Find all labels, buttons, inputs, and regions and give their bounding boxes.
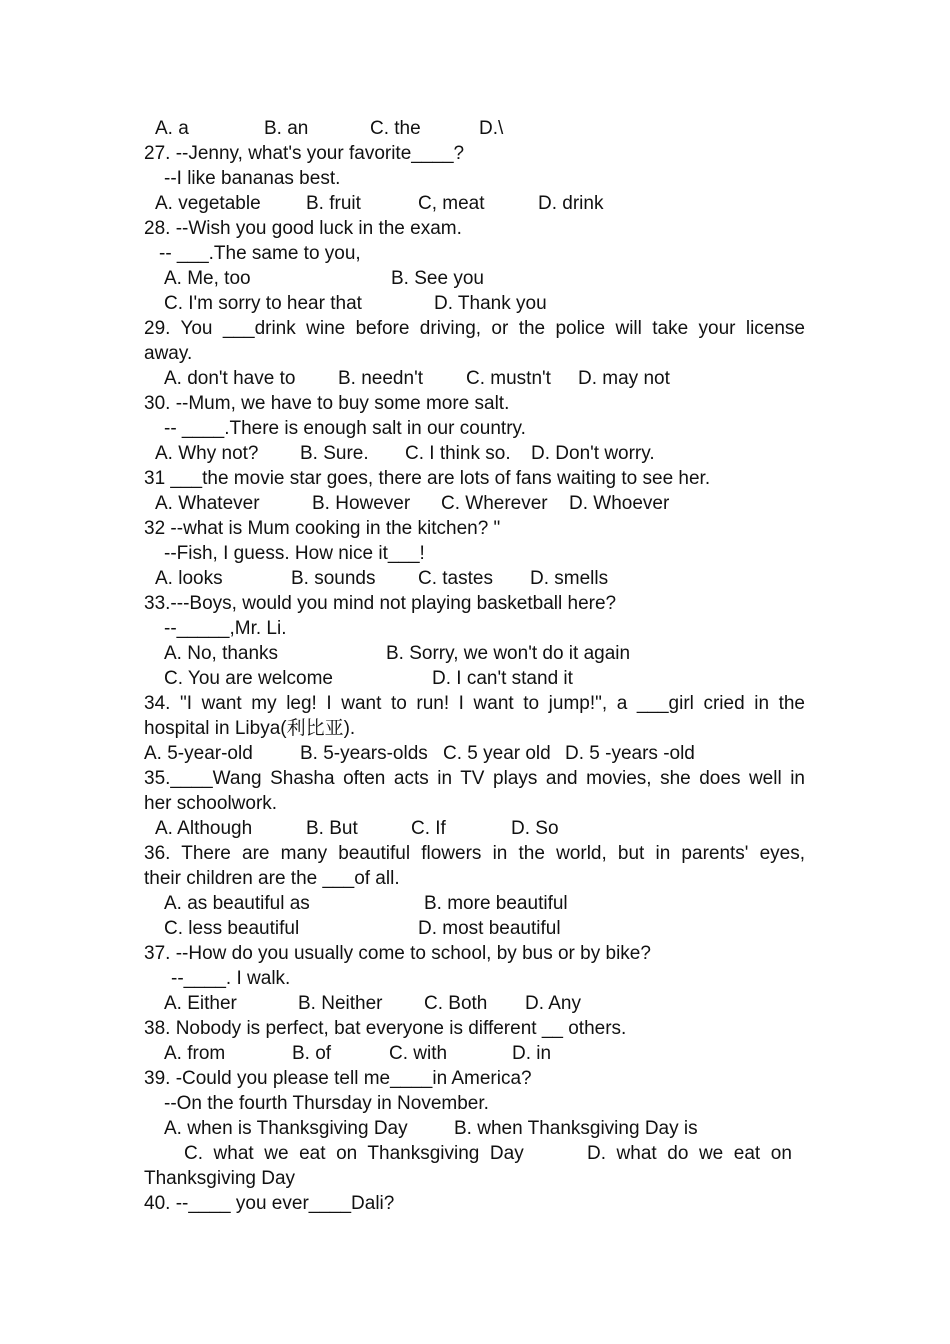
text-line: [0, 116, 950, 141]
text-line: [0, 1066, 950, 1091]
answer-option: C. tastes: [418, 568, 493, 589]
answer-option: B. 5-years-olds: [300, 743, 428, 764]
text-line: [0, 716, 950, 741]
question-text: 34. "I want my leg! I want to run! I want to jump!", a ___girl cried in the: [144, 693, 805, 714]
answer-option: D. most beautiful: [418, 918, 561, 939]
answer-option: B. fruit: [306, 193, 361, 214]
answer-option: B. Sure.: [300, 443, 369, 464]
text-line: [0, 941, 950, 966]
answer-option: D. what do we eat on: [587, 1143, 792, 1164]
answer-option: A. looks: [155, 568, 223, 589]
question-text: 30. --Mum, we have to buy some more salt.: [144, 393, 510, 414]
question-text: 29. You ___drink wine before driving, or the police will take your license: [144, 318, 805, 339]
text-line: [0, 541, 950, 566]
answer-option: D. may not: [578, 368, 670, 389]
answer-option: C. If: [411, 818, 446, 839]
answer-option: C. mustn't: [466, 368, 551, 389]
text-line: [0, 741, 950, 766]
question-text: -- ____.There is enough salt in our country.: [164, 418, 526, 439]
answer-option: A. Me, too: [164, 268, 251, 289]
answer-option: D. 5 -years -old: [565, 743, 695, 764]
text-line: [0, 416, 950, 441]
text-line: [0, 816, 950, 841]
answer-option: A. when is Thanksgiving Day: [164, 1118, 408, 1139]
text-line: [0, 166, 950, 191]
answer-option: B. Neither: [298, 993, 383, 1014]
answer-option: B. when Thanksgiving Day is: [454, 1118, 698, 1139]
text-line: [0, 641, 950, 666]
answer-option: B. Sorry, we won't do it again: [386, 643, 631, 664]
question-text: 38. Nobody is perfect, bat everyone is different __ others.: [144, 1018, 627, 1039]
text-line: [0, 141, 950, 166]
answer-option: A. from: [164, 1043, 226, 1064]
answer-option: D. smells: [530, 568, 609, 589]
answer-option: C. less beautiful: [164, 918, 300, 939]
text-line: [0, 991, 950, 1016]
answer-option: C. with: [389, 1043, 448, 1064]
answer-option: B. of: [292, 1043, 332, 1064]
question-text: hospital in Libya(利比亚).: [144, 718, 356, 739]
question-text: 27. --Jenny, what's your favorite____?: [144, 143, 465, 164]
answer-option: C. 5 year old: [443, 743, 551, 764]
answer-option: C. You are welcome: [164, 668, 333, 689]
text-line: [0, 1141, 950, 1166]
answer-option: C. I think so.: [405, 443, 511, 464]
text-line: [0, 266, 950, 291]
text-line: [0, 391, 950, 416]
text-line: [0, 1116, 950, 1141]
answer-option: D. Any: [525, 993, 581, 1014]
text-line: [0, 666, 950, 691]
answer-option: C, meat: [418, 193, 485, 214]
answer-option: B. more beautiful: [424, 893, 568, 914]
question-text: --_____,Mr. Li.: [164, 618, 287, 639]
text-line: [0, 466, 950, 491]
question-text: 36. There are many beautiful flowers in the world, but in parents' eyes,: [144, 843, 805, 864]
text-line: [0, 1041, 950, 1066]
answer-option: B. See you: [391, 268, 484, 289]
question-text: her schoolwork.: [144, 793, 278, 814]
question-text: 32 --what is Mum cooking in the kitchen? ": [144, 518, 501, 539]
question-text: 39. -Could you please tell me____in America?: [144, 1068, 532, 1089]
answer-option: D. Thank you: [434, 293, 547, 314]
text-line: [0, 441, 950, 466]
text-line: [0, 691, 950, 716]
question-text: their children are the ___of all.: [144, 868, 400, 889]
answer-option: D. Don't worry.: [531, 443, 655, 464]
answer-option: B. sounds: [291, 568, 376, 589]
answer-option: A. as beautiful as: [164, 893, 310, 914]
answer-option: C. the: [370, 118, 421, 139]
answer-option: B. an: [264, 118, 309, 139]
answer-option: C. what we eat on Thanksgiving Day: [184, 1143, 524, 1164]
question-text: away.: [144, 343, 193, 364]
text-line: [0, 591, 950, 616]
question-text: Thanksgiving Day: [144, 1168, 296, 1189]
text-line: [0, 491, 950, 516]
text-line: [0, 766, 950, 791]
text-line: [0, 966, 950, 991]
text-line: [0, 1016, 950, 1041]
question-text: --I like bananas best.: [164, 168, 341, 189]
question-text: --Fish, I guess. How nice it___!: [164, 543, 425, 564]
answer-option: D. Whoever: [569, 493, 670, 514]
text-line: [0, 516, 950, 541]
question-text: --On the fourth Thursday in November.: [164, 1093, 489, 1114]
answer-option: C. I'm sorry to hear that: [164, 293, 362, 314]
answer-option: D. drink: [538, 193, 604, 214]
text-line: [0, 891, 950, 916]
text-line: [0, 216, 950, 241]
text-line: [0, 341, 950, 366]
answer-option: C. Both: [424, 993, 488, 1014]
question-text: --____. I walk.: [171, 968, 291, 989]
answer-option: B. needn't: [338, 368, 423, 389]
text-line: [0, 866, 950, 891]
answer-option: A. Either: [164, 993, 237, 1014]
text-line: [0, 241, 950, 266]
text-line: [0, 1191, 950, 1216]
answer-option: A. don't have to: [164, 368, 296, 389]
text-line: [0, 316, 950, 341]
answer-option: A. 5-year-old: [144, 743, 253, 764]
answer-option: A. Whatever: [155, 493, 260, 514]
text-line: [0, 791, 950, 816]
text-line: [0, 1091, 950, 1116]
answer-option: D. in: [512, 1043, 552, 1064]
text-line: [0, 566, 950, 591]
answer-option: B. However: [312, 493, 411, 514]
text-line: [0, 191, 950, 216]
question-text: 35.____Wang Shasha often acts in TV plays and movies, she does well in: [144, 768, 805, 789]
answer-option: D. I can't stand it: [432, 668, 573, 689]
answer-option: C. Wherever: [441, 493, 548, 514]
question-text: 31 ___the movie star goes, there are lots of fans waiting to see her.: [144, 468, 711, 489]
answer-option: A. Although: [155, 818, 253, 839]
question-text: 33.---Boys, would you mind not playing basketball here?: [144, 593, 617, 614]
text-line: [0, 1166, 950, 1191]
text-line: [0, 291, 950, 316]
text-line: [0, 841, 950, 866]
question-text: 40. --____ you ever____Dali?: [144, 1193, 395, 1214]
answer-option: A. a: [155, 118, 189, 139]
text-line: [0, 366, 950, 391]
answer-option: A. Why not?: [155, 443, 259, 464]
answer-option: B. But: [306, 818, 358, 839]
text-line: [0, 616, 950, 641]
question-text: 37. --How do you usually come to school, by bus or by bike?: [144, 943, 651, 964]
answer-option: D.\: [479, 118, 504, 139]
answer-option: A. vegetable: [155, 193, 261, 214]
text-line: [0, 916, 950, 941]
answer-option: D. So: [511, 818, 559, 839]
answer-option: A. No, thanks: [164, 643, 279, 664]
question-text: -- ___.The same to you,: [159, 243, 361, 264]
question-text: 28. --Wish you good luck in the exam.: [144, 218, 462, 239]
